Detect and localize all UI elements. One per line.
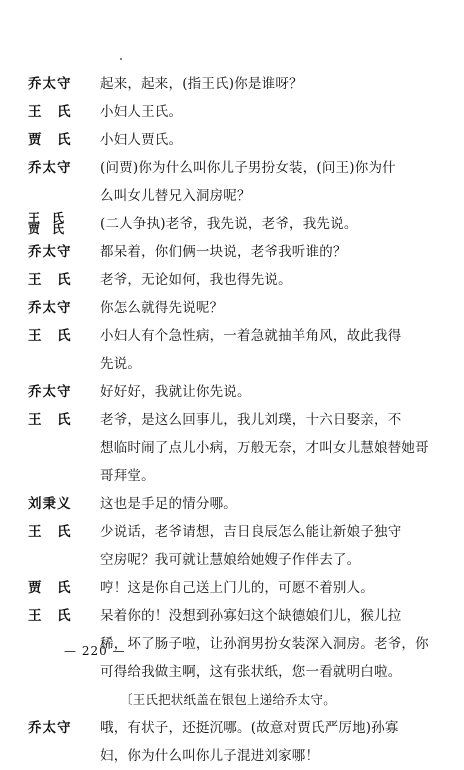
dialogue-text: 哦，有状子，还挺沉哪。(故意对贾氏严厉地)孙寡 <box>100 720 399 736</box>
dialogue-text: 这也是手足的情分哪。 <box>100 496 237 512</box>
dialogue-line <box>28 490 448 518</box>
dialogue-line <box>28 294 448 322</box>
speaker-name: 贾 氏 <box>28 580 72 596</box>
dialogue-text: 小妇人有个急性病，一着急就抽羊角风，故此我得 <box>100 328 402 344</box>
dialogue-text: 起来，起来，(指王氏)你是谁呀？ <box>100 76 303 92</box>
dialogue-line <box>28 210 448 238</box>
dialogue-line <box>28 546 448 574</box>
dialogue-line <box>28 98 448 126</box>
dialogue-line <box>28 434 448 462</box>
dialogue-line <box>28 714 448 742</box>
dialogue-text: 你怎么就得先说呢？ <box>100 300 224 316</box>
dialogue-text: 老爷，是这么回事儿，我儿刘璞，十六日娶亲，不 <box>100 412 402 428</box>
dialogue-line <box>28 322 448 350</box>
speaker-name: 王 氏 <box>28 524 72 540</box>
dialogue-line <box>28 70 448 98</box>
speaker-name: 乔太守 <box>28 300 72 316</box>
dialogue-text: (二人争执)老爷，我先说，老爷，我先说。 <box>100 216 358 232</box>
dialogue-text: 可得给我做主啊，这有张状纸，您一看就明白啦。 <box>100 664 402 680</box>
dialogue-line <box>28 126 448 154</box>
speaker-name: 王 氏 <box>28 211 65 225</box>
dialogue-line <box>28 350 448 378</box>
dialogue-line <box>28 238 448 266</box>
dialogue-text: 少说话，老爷请想，吉日良辰怎么能让新娘子独守 <box>100 524 402 540</box>
speaker-name: 贾 氏 <box>28 222 65 236</box>
dialogue-line <box>28 406 448 434</box>
dialogue-text: 空房呢？我可就让慧娘给她嫂子作伴去了。 <box>100 552 361 568</box>
dialogue-line <box>28 658 448 686</box>
dialogue-line <box>28 686 448 714</box>
dialogue-line <box>28 154 448 182</box>
dialogue-line <box>28 518 448 546</box>
speaker-stack <box>28 210 65 236</box>
print-speck <box>120 58 122 60</box>
speaker-name: 王 氏 <box>28 412 72 428</box>
speaker-name: 王 氏 <box>28 104 72 120</box>
dialogue-text: 好好好，我就让你先说。 <box>100 384 251 400</box>
dialogue-line <box>28 602 448 630</box>
dialogue-text: 先说。 <box>100 356 142 372</box>
speaker-name: 乔太守 <box>28 76 72 92</box>
speaker-name: 王 氏 <box>28 328 72 344</box>
dialogue-text: 妇，你为什么叫你儿子混进刘家哪！ <box>100 748 320 764</box>
dialogue-line <box>28 574 448 602</box>
dialogue-text: 都呆着，你们俩一块说，老爷我听谁的？ <box>100 244 347 260</box>
dialogue-line <box>28 182 448 210</box>
dialogue-text: 哥拜堂。 <box>100 468 155 484</box>
dialogue-text: 哼！这是你自己送上门儿的，可愿不着别人。 <box>100 580 374 596</box>
dialogue-line <box>28 378 448 406</box>
dialogue-text: 小妇人王氏。 <box>100 104 183 120</box>
dialogue-text: 稀，坏了肠子啦，让孙润男扮女装深入洞房。老爷，你 <box>100 636 429 652</box>
speaker-name: 乔太守 <box>28 244 72 260</box>
speaker-name: 乔太守 <box>28 160 72 176</box>
dialogue-text: 想临时闹了点儿小病，万般无奈，才叫女儿慧娘替她哥 <box>100 440 429 456</box>
dialogue-text: 么叫女儿替兄入洞房呢？ <box>100 188 251 204</box>
dialogue-line <box>28 462 448 490</box>
dialogue-text: 呆着你的！没想到孙寡妇这个缺德娘们儿，猴儿拉 <box>100 608 402 624</box>
dialogue-text: 小妇人贾氏。 <box>100 132 183 148</box>
dialogue-line <box>28 266 448 294</box>
speaker-name: 贾 氏 <box>28 132 72 148</box>
speaker-name: 王 氏 <box>28 608 72 624</box>
page-number: — 220 — <box>64 644 126 658</box>
speaker-name: 王 氏 <box>28 272 72 288</box>
speaker-name: 刘秉义 <box>28 496 72 512</box>
speaker-name: 乔太守 <box>28 720 72 736</box>
dialogue-line <box>28 742 448 770</box>
dialogue-text: 老爷，无论如何，我也得先说。 <box>100 272 292 288</box>
speaker-name: 乔太守 <box>28 384 72 400</box>
dialogue-text: (问贾)你为什么叫你儿子男扮女装，(问王)你为什 <box>100 160 396 176</box>
script-dialogue <box>28 70 448 770</box>
stage-direction: 〔王氏把状纸盖在银包上递给乔太守。 <box>120 692 336 707</box>
